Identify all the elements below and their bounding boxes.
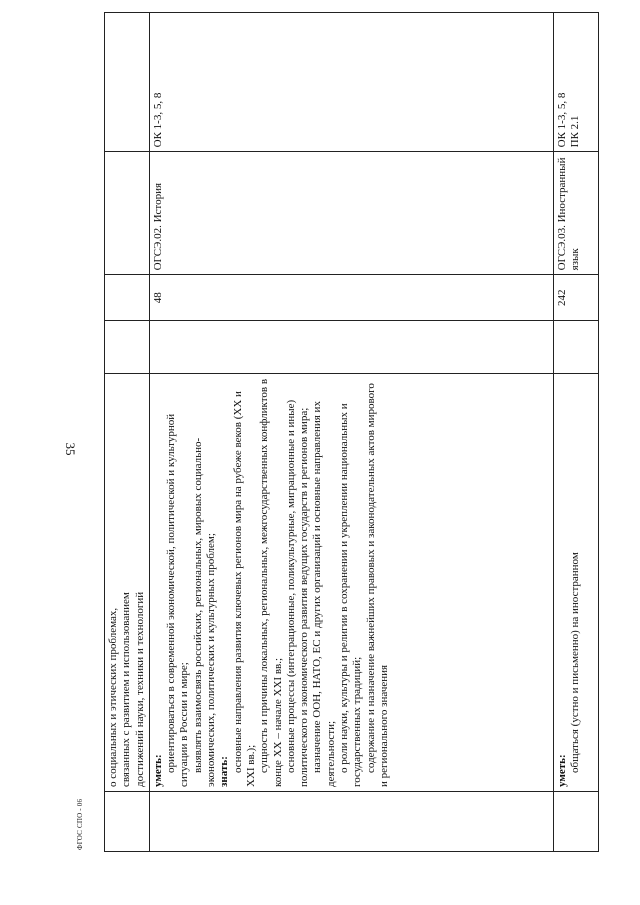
table-cell-discipline: ОГСЭ.02. История	[149, 152, 553, 275]
table-cell-text	[105, 374, 150, 792]
table-row	[105, 13, 150, 852]
table-cell-empty	[149, 321, 553, 374]
requirement-item: общаться (устно и письменно) на иностранном	[569, 552, 582, 773]
table-cell-history-requirements	[149, 374, 553, 792]
table-cell-competencies	[553, 13, 598, 152]
page-number: 35	[63, 442, 78, 456]
cell-line: достижений науки, техники и технологий	[133, 591, 146, 787]
competency-line: ПК 2.1	[569, 115, 582, 148]
requirement-item: выявлять взаимосвязь российских, региональных, мировых социально-экономических, политических и культурных проблем;	[191, 437, 218, 787]
requirement-item: основные процессы (интеграционные, поликультурные, миграционные и иные) политического и экономического развития ведущих государств и регионов мира;	[284, 399, 311, 787]
cell-line: связанных с развитием и использованием	[120, 592, 133, 787]
table-row	[149, 13, 553, 852]
table-cell-empty	[105, 321, 150, 374]
requirement-item: ориентироваться в современной экономической, политической и культурной ситуации в России и мире;	[165, 413, 191, 787]
requirement-item: сущность и причины локальных, региональных, межгосударственных конфликтов в конце XX – начале XXI вв.;	[258, 378, 284, 787]
umet-label: уметь:	[555, 754, 568, 787]
table-cell-empty	[105, 275, 150, 321]
table-cell-empty	[105, 152, 150, 275]
table-cell-hours: 48	[149, 275, 553, 321]
table-row	[553, 13, 598, 852]
requirement-item: основные направления развития ключевых регионов мира на рубеже веков (XX и XXI вв.);	[231, 391, 257, 787]
table-cell-hours: 242	[553, 275, 598, 321]
znat-label: знать:	[218, 756, 231, 787]
requirement-item: назначение ООН, НАТО, ЕС и других организаций и основные направления их деятельности;	[311, 401, 337, 787]
table-cell-language-requirements	[553, 374, 598, 792]
competency-line: ОК 1-3, 5, 8	[555, 92, 568, 148]
table-cell-empty	[105, 13, 150, 152]
footer-code: ФГОС СПО - 06	[76, 798, 84, 850]
requirement-item: содержание и назначение важнейших правовых и законодательных актов мирового и регионального значения	[364, 383, 390, 787]
table-cell-competencies: ОК 1-3, 5, 8	[149, 13, 553, 152]
table-cell-empty	[149, 792, 553, 852]
table-cell-discipline: ОГСЭ.03. Иностранный язык	[553, 152, 598, 275]
table-cell-empty	[105, 792, 150, 852]
cell-line: о социальных и этических проблемах,	[107, 607, 119, 787]
table-cell-empty	[553, 792, 598, 852]
rotated-table-wrapper	[104, 12, 584, 852]
curriculum-table	[104, 12, 599, 852]
umet-label: уметь:	[151, 754, 164, 787]
table-cell-empty	[553, 321, 598, 374]
requirement-item: о роли науки, культуры и религии в сохранении и укреплении национальных и государственных традиций;	[338, 403, 364, 787]
